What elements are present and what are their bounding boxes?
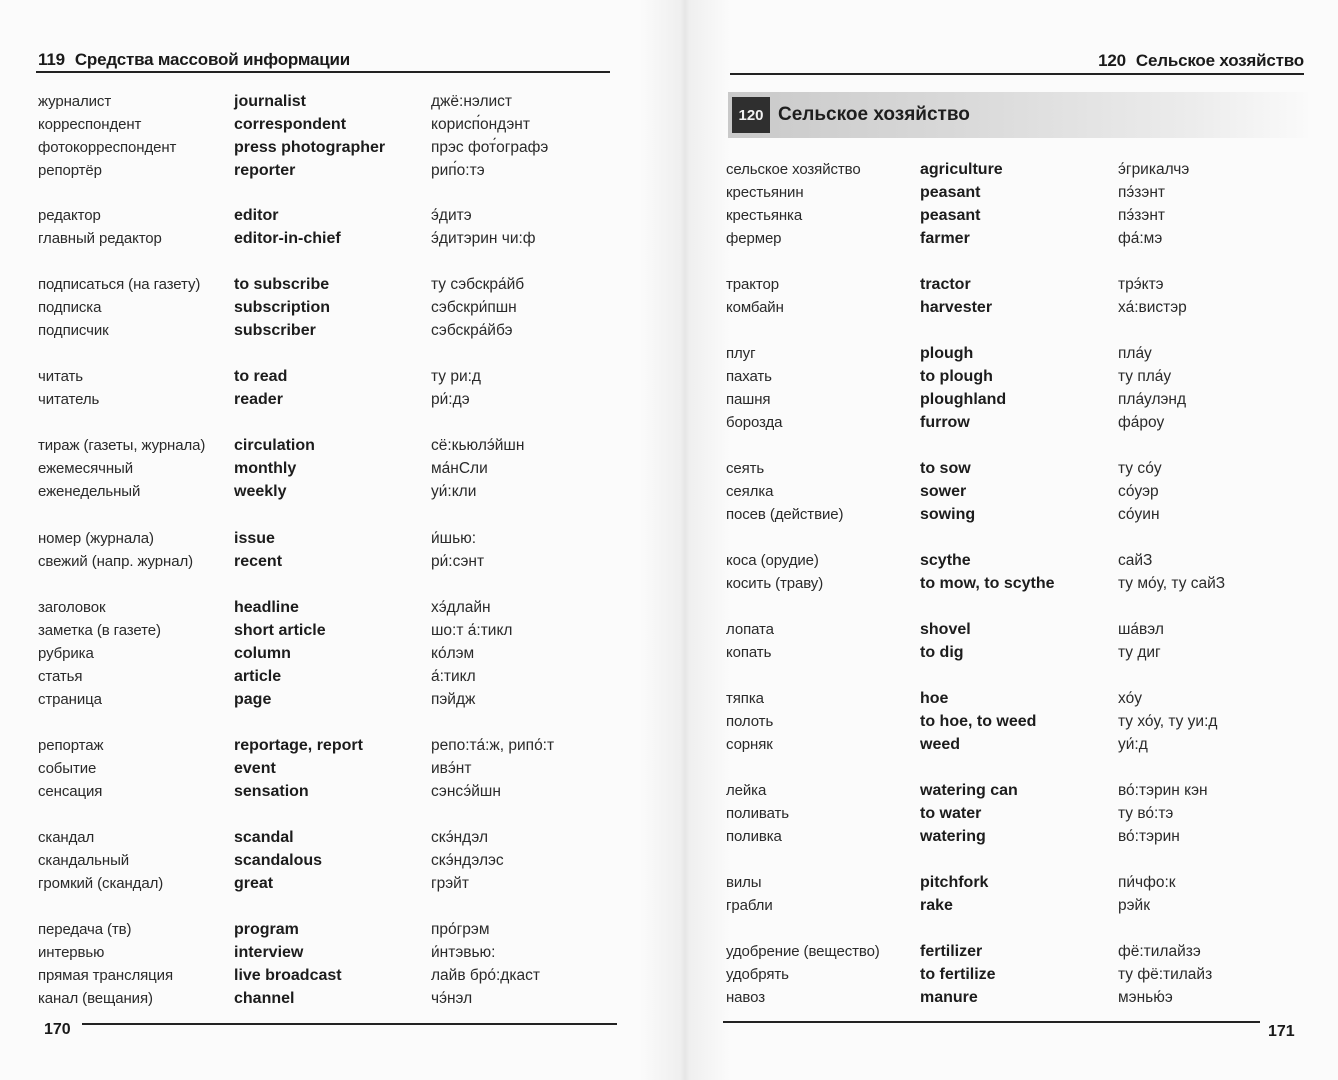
transcription: хэ́длайн [431, 599, 491, 616]
transcription: сё:кьюлэ́йшн [431, 437, 525, 454]
transcription: пэйдж [431, 691, 476, 708]
english-word: weekly [234, 483, 287, 500]
english-word: reader [234, 391, 283, 408]
vocab-entry [0, 434, 660, 457]
english-word: event [234, 760, 276, 777]
russian-word: сельское хозяйство [726, 161, 861, 178]
russian-word: репортёр [38, 162, 102, 179]
vocab-entry [0, 941, 660, 964]
russian-word: трактор [726, 276, 779, 293]
right-footer-rule [723, 1021, 1260, 1023]
transcription: ша́вэл [1118, 621, 1164, 638]
right-running-head [1098, 51, 1304, 71]
russian-word: громкий (скандал) [38, 875, 164, 892]
russian-word: интервью [38, 944, 105, 961]
left-footer-rule [82, 1023, 617, 1025]
vocab-group [700, 158, 1338, 250]
russian-word: поливка [726, 828, 782, 845]
vocab-group [0, 90, 660, 182]
transcription: фа́роу [1118, 414, 1165, 431]
vocab-group [0, 596, 660, 711]
transcription: сайЗ [1118, 552, 1153, 569]
english-word: scandalous [234, 852, 323, 869]
transcription: ту сэбскра́йб [431, 276, 525, 293]
transcription: скэ́ндэл [431, 829, 489, 846]
transcription: рип́о:тэ [431, 162, 485, 179]
english-word: editor [234, 207, 279, 224]
english-word: watering [920, 828, 986, 845]
section-banner [728, 92, 1308, 138]
english-word: harvester [920, 299, 993, 316]
vocab-entry [700, 825, 1338, 848]
transcription: ту со́у [1118, 460, 1162, 477]
russian-word: коса (орудие) [726, 552, 819, 569]
english-word: reporter [234, 162, 296, 179]
russian-word: главный редактор [38, 230, 162, 247]
vocab-group [700, 549, 1338, 595]
russian-word: сорняк [726, 736, 773, 753]
english-word: article [234, 668, 282, 685]
vocab-entry [700, 802, 1338, 825]
russian-word: крестьянка [726, 207, 803, 224]
english-word: to hoe, to weed [920, 713, 1037, 730]
vocab-entry [0, 688, 660, 711]
vocab-entry [0, 90, 660, 113]
vocab-entry [700, 388, 1338, 411]
transcription: пэ́зэнт [1118, 184, 1165, 201]
russian-word: заметка (в газете) [38, 622, 161, 639]
english-word: journalist [234, 93, 307, 110]
transcription: э́грикалчэ [1118, 161, 1190, 178]
russian-word: удобрять [726, 966, 789, 983]
english-word: manure [920, 989, 978, 1006]
russian-word: номер (журнала) [38, 530, 154, 547]
vocab-entry [700, 296, 1338, 319]
english-word: short article [234, 622, 326, 639]
right-section-number: 120 [1098, 51, 1126, 70]
english-word: to subscribe [234, 276, 330, 293]
russian-word: подписаться (на газету) [38, 276, 201, 293]
transcription: чэ́нэл [431, 990, 473, 1007]
vocab-group [700, 342, 1338, 434]
english-word: issue [234, 530, 275, 547]
english-word: to read [234, 368, 288, 385]
vocab-entry [700, 687, 1338, 710]
vocab-entry [700, 549, 1338, 572]
vocab-entry [700, 457, 1338, 480]
transcription: скэ́ндэлэс [431, 852, 504, 869]
english-word: monthly [234, 460, 297, 477]
english-word: shovel [920, 621, 971, 638]
vocab-entry [0, 918, 660, 941]
vocab-group [0, 365, 660, 411]
vocab-group [700, 457, 1338, 526]
russian-word: фермер [726, 230, 782, 247]
vocab-group [0, 434, 660, 503]
vocab-group [700, 687, 1338, 756]
transcription: ивэ́нт [431, 760, 472, 777]
english-word: to water [920, 805, 982, 822]
vocab-entry [0, 734, 660, 757]
transcription: ма́нСли [431, 460, 488, 477]
vocab-group [700, 779, 1338, 848]
transcription: корисп́ондэнт [431, 116, 530, 133]
vocab-entry [0, 296, 660, 319]
vocab-entry [0, 550, 660, 573]
transcription: грэйт [431, 875, 469, 892]
vocab-entry [700, 273, 1338, 296]
vocab-group [0, 527, 660, 573]
vocab-group [0, 918, 660, 1010]
russian-word: тяпка [726, 690, 764, 707]
transcription: ко́лэм [431, 645, 475, 662]
vocab-entry [0, 987, 660, 1010]
transcription: трэ́ктэ [1118, 276, 1164, 293]
english-word: rake [920, 897, 953, 914]
russian-word: фотокорреспондент [38, 139, 177, 156]
vocab-entry [0, 388, 660, 411]
vocab-group [700, 940, 1338, 1009]
english-word: watering can [920, 782, 1018, 799]
russian-word: страница [38, 691, 102, 708]
english-word: fertilizer [920, 943, 983, 960]
english-word: tractor [920, 276, 971, 293]
vocab-entry [0, 757, 660, 780]
english-word: subscriber [234, 322, 316, 339]
right-page [700, 0, 1338, 1080]
transcription: хо́у [1118, 690, 1142, 707]
transcription: со́уэр [1118, 483, 1159, 500]
transcription: уи́:кли [431, 483, 477, 500]
english-word: program [234, 921, 299, 938]
russian-word: событие [38, 760, 97, 777]
vocab-entry [0, 457, 660, 480]
vocab-entry [0, 527, 660, 550]
english-word: plough [920, 345, 974, 362]
transcription: шо:т а́:тикл [431, 622, 513, 639]
left-section-title: Средства массовой информации [74, 50, 351, 69]
transcription: репо:та́:ж, рипо́:т [431, 737, 555, 754]
russian-word: подписчик [38, 322, 109, 339]
vocab-group [0, 734, 660, 803]
right-section-title: Сельское хозяйство [1135, 51, 1304, 70]
english-word: furrow [920, 414, 970, 431]
section-badge: 120 [732, 97, 770, 133]
english-word: sower [920, 483, 967, 500]
english-word: page [234, 691, 272, 708]
english-word: great [234, 875, 274, 892]
transcription: а́:тикл [431, 668, 476, 685]
vocab-entry [700, 894, 1338, 917]
english-word: weed [920, 736, 961, 753]
transcription: мэнью́э [1118, 989, 1173, 1006]
english-word: reportage, report [234, 737, 363, 754]
transcription: лайв бро́:дкаст [431, 967, 540, 984]
russian-word: удобрение (вещество) [726, 943, 880, 960]
vocab-entry [700, 986, 1338, 1009]
transcription: во́:тэрин кэн [1118, 782, 1208, 799]
russian-word: пахать [726, 368, 772, 385]
russian-word: пашня [726, 391, 771, 408]
transcription: фё:тилайзэ [1118, 943, 1201, 960]
vocab-entry [0, 365, 660, 388]
vocab-entry [700, 779, 1338, 802]
left-page [0, 0, 660, 1080]
russian-word: плуг [726, 345, 756, 362]
vocab-entry [0, 273, 660, 296]
right-header-rule [730, 73, 1304, 75]
transcription: ту фё:тилайз [1118, 966, 1213, 983]
english-word: scandal [234, 829, 294, 846]
transcription: джё:нэлист [431, 93, 513, 110]
vocab-entry [0, 872, 660, 895]
vocab-group [700, 618, 1338, 664]
transcription: прэс фот́ографэ [431, 139, 549, 156]
russian-word: сеять [726, 460, 765, 477]
english-word: to mow, to scythe [920, 575, 1055, 592]
english-word: pitchfork [920, 874, 989, 891]
right-folio: 171 [1268, 1023, 1295, 1040]
vocab-entry [700, 503, 1338, 526]
vocab-group [0, 273, 660, 342]
russian-word: передача (тв) [38, 921, 132, 938]
russian-word: канал (вещания) [38, 990, 153, 1007]
vocab-entry [700, 204, 1338, 227]
transcription: сэбскра́йбэ [431, 322, 513, 339]
russian-word: журналист [38, 93, 112, 110]
transcription: э́дитэ [431, 207, 472, 224]
vocab-entry [0, 665, 660, 688]
english-word: agriculture [920, 161, 1003, 178]
left-header-rule [36, 71, 610, 73]
russian-word: копать [726, 644, 772, 661]
transcription: и́нтэвью: [431, 944, 496, 961]
vocab-entry [700, 940, 1338, 963]
vocab-entry [700, 158, 1338, 181]
english-word: farmer [920, 230, 970, 247]
section-banner-title: Сельское хозяйство [778, 104, 970, 125]
russian-word: посев (действие) [726, 506, 844, 523]
russian-word: подписка [38, 299, 102, 316]
russian-word: заголовок [38, 599, 106, 616]
english-word: interview [234, 944, 304, 961]
russian-word: свежий (напр. журнал) [38, 553, 194, 570]
vocab-entry [0, 159, 660, 182]
transcription: ту хо́у, ту уи:д [1118, 713, 1218, 730]
transcription: пи́чфо:к [1118, 874, 1176, 891]
vocab-entry [0, 849, 660, 872]
transcription: ха́:вистэр [1118, 299, 1187, 316]
russian-word: ежемесячный [38, 460, 133, 477]
russian-word: скандал [38, 829, 95, 846]
russian-word: борозда [726, 414, 783, 431]
english-word: headline [234, 599, 299, 616]
transcription: фа́:мэ [1118, 230, 1163, 247]
russian-word: комбайн [726, 299, 784, 316]
transcription: про́грэм [431, 921, 490, 938]
transcription: рэйк [1118, 897, 1150, 914]
russian-word: крестьянин [726, 184, 804, 201]
vocab-entry [700, 365, 1338, 388]
vocab-entry [700, 871, 1338, 894]
russian-word: рубрика [38, 645, 94, 662]
vocab-entry [0, 204, 660, 227]
vocab-entry [0, 319, 660, 342]
russian-word: репортаж [38, 737, 104, 754]
vocab-entry [700, 572, 1338, 595]
transcription: и́шью: [431, 530, 477, 547]
vocab-entry [700, 181, 1338, 204]
english-word: peasant [920, 207, 981, 224]
vocab-entry [0, 780, 660, 803]
vocab-entry [700, 618, 1338, 641]
vocab-entry [0, 619, 660, 642]
english-word: sowing [920, 506, 976, 523]
vocab-entry [0, 596, 660, 619]
russian-word: редактор [38, 207, 101, 224]
transcription: ту пла́у [1118, 368, 1172, 385]
russian-word: сеялка [726, 483, 774, 500]
english-word: ploughland [920, 391, 1007, 408]
transcription: сэнсэ́йшн [431, 783, 501, 800]
english-word: peasant [920, 184, 981, 201]
english-word: scythe [920, 552, 971, 569]
vocab-entry [700, 227, 1338, 250]
transcription: пэ́зэнт [1118, 207, 1165, 224]
transcription: ри́:дэ [431, 391, 470, 408]
english-word: press photographer [234, 139, 386, 156]
left-folio: 170 [44, 1021, 71, 1038]
english-word: recent [234, 553, 283, 570]
transcription: во́:тэрин [1118, 828, 1180, 845]
russian-word: корреспондент [38, 116, 142, 133]
english-word: sensation [234, 783, 309, 800]
english-word: hoe [920, 690, 949, 707]
vocab-entry [0, 826, 660, 849]
russian-word: лейка [726, 782, 767, 799]
russian-word: тираж (газеты, журнала) [38, 437, 206, 454]
transcription: со́уин [1118, 506, 1160, 523]
english-word: column [234, 645, 291, 662]
vocab-group [700, 273, 1338, 319]
vocab-entry [700, 963, 1338, 986]
transcription: пла́у [1118, 345, 1152, 362]
vocab-group [0, 204, 660, 250]
transcription: ту диг [1118, 644, 1161, 661]
vocab-group [0, 826, 660, 895]
vocab-entry [0, 964, 660, 987]
english-word: to fertilize [920, 966, 996, 983]
russian-word: статья [38, 668, 83, 685]
transcription: ри́:сэнт [431, 553, 485, 570]
english-word: to dig [920, 644, 964, 661]
russian-word: еженедельный [38, 483, 141, 500]
transcription: э́дитэрин чи:ф [431, 230, 536, 247]
russian-word: читать [38, 368, 83, 385]
left-section-number: 119 [38, 50, 65, 69]
russian-word: грабли [726, 897, 773, 914]
transcription: уи́:д [1118, 736, 1148, 753]
transcription: сэбскри́пшн [431, 299, 517, 316]
vocab-group [700, 871, 1338, 917]
vocab-entry [700, 480, 1338, 503]
vocab-entry [0, 642, 660, 665]
english-word: correspondent [234, 116, 347, 133]
russian-word: скандальный [38, 852, 130, 869]
vocab-entry [700, 411, 1338, 434]
english-word: to sow [920, 460, 971, 477]
vocab-entry [0, 136, 660, 159]
russian-word: поливать [726, 805, 789, 822]
transcription: ту мо́у, ту сайЗ [1118, 575, 1226, 592]
english-word: editor-in-chief [234, 230, 341, 247]
vocab-entry [700, 641, 1338, 664]
vocab-entry [0, 113, 660, 136]
russian-word: вилы [726, 874, 762, 891]
vocab-entry [700, 342, 1338, 365]
transcription: пла́улэнд [1118, 391, 1187, 408]
russian-word: сенсация [38, 783, 103, 800]
russian-word: полоть [726, 713, 774, 730]
russian-word: читатель [38, 391, 100, 408]
english-word: circulation [234, 437, 315, 454]
russian-word: косить (траву) [726, 575, 824, 592]
vocab-entry [700, 733, 1338, 756]
left-running-head [38, 50, 350, 70]
russian-word: прямая трансляция [38, 967, 173, 984]
english-word: live broadcast [234, 967, 342, 984]
english-word: channel [234, 990, 295, 1007]
english-word: subscription [234, 299, 331, 316]
vocab-entry [700, 710, 1338, 733]
vocab-entry [0, 227, 660, 250]
russian-word: навоз [726, 989, 765, 1006]
transcription: ту ри:д [431, 368, 481, 385]
transcription: ту во́:тэ [1118, 805, 1174, 822]
english-word: to plough [920, 368, 993, 385]
vocab-entry [0, 480, 660, 503]
russian-word: лопата [726, 621, 774, 638]
